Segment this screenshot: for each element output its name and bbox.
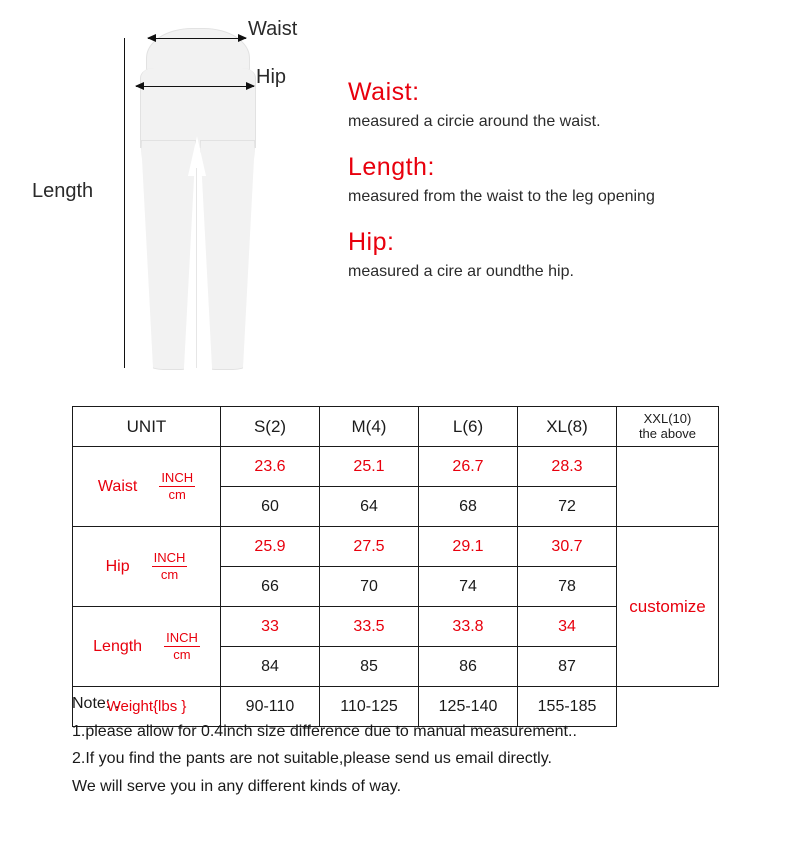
leggings-illustration xyxy=(110,10,330,370)
note-line-2: 2.If you find the pants are not suitable,please send us email directly. xyxy=(72,750,552,768)
cell-length-inch-m: 33.5 xyxy=(320,607,419,647)
definition-desc-waist: measured a circie around the waist. xyxy=(348,113,601,130)
cell-length-inch-xl: 34 xyxy=(518,607,617,647)
cell-hip-cm-m: 70 xyxy=(320,567,419,607)
waist-label: Waist xyxy=(248,18,298,40)
row-label-length xyxy=(73,607,221,687)
cell-hip-inch-l: 29.1 xyxy=(419,527,518,567)
cell-length-cm-m: 85 xyxy=(320,647,419,687)
right-leg-shape xyxy=(200,140,255,370)
illustration-block xyxy=(0,0,790,380)
header-size-m: M(4) xyxy=(320,407,419,447)
header-size-xl: XL(8) xyxy=(518,407,617,447)
definition-desc-hip: measured a cire ar oundthe hip. xyxy=(348,263,574,280)
cell-hip-cm-l: 74 xyxy=(419,567,518,607)
unit-cm-label: cm xyxy=(160,567,179,582)
cell-hip-cm-xl: 78 xyxy=(518,567,617,607)
size-chart-table xyxy=(72,406,719,727)
cell-waist-inch-l: 26.7 xyxy=(419,447,518,487)
unit-inch-label: INCH xyxy=(161,470,194,486)
cell-length-inch-s: 33 xyxy=(221,607,320,647)
cell-xxl-waist-blank xyxy=(617,447,719,527)
definition-term-waist: Waist: xyxy=(348,78,420,106)
cell-length-inch-l: 33.8 xyxy=(419,607,518,647)
cell-weight-xl: 155-185 xyxy=(518,687,617,727)
table-row xyxy=(73,527,719,567)
hip-measure-arrow xyxy=(136,86,254,87)
row-label-hip-text: Hip xyxy=(105,557,130,575)
unit-cm-label: cm xyxy=(173,647,191,662)
note-title: Note: . xyxy=(72,695,120,712)
definition-term-hip: Hip: xyxy=(348,228,395,256)
unit-stack-waist xyxy=(159,471,195,501)
cell-weight-s: 90-110 xyxy=(221,687,320,727)
header-size-s: S(2) xyxy=(221,407,320,447)
definitions-list xyxy=(348,78,768,303)
cell-length-cm-s: 84 xyxy=(221,647,320,687)
left-leg-shape xyxy=(141,140,196,370)
cell-length-cm-l: 86 xyxy=(419,647,518,687)
cell-waist-inch-m: 25.1 xyxy=(320,447,419,487)
cell-hip-inch-xl: 30.7 xyxy=(518,527,617,567)
table-header-row xyxy=(73,407,719,447)
unit-stack-hip xyxy=(152,551,188,581)
cell-waist-cm-m: 64 xyxy=(320,487,419,527)
center-seam xyxy=(196,168,197,368)
row-label-weight: Weight{lbs } xyxy=(73,687,221,727)
cell-weight-m: 110-125 xyxy=(320,687,419,727)
cell-waist-cm-l: 68 xyxy=(419,487,518,527)
unit-cm-label: cm xyxy=(168,487,186,502)
notes-block xyxy=(72,690,752,800)
unit-inch-label: INCH xyxy=(153,550,186,566)
definition-term-length: Length: xyxy=(348,153,435,181)
header-size-xxl-line1: XXL(10) xyxy=(643,410,692,426)
cell-waist-cm-s: 60 xyxy=(221,487,320,527)
note-line-3: We will serve you in any different kinds of way. xyxy=(72,777,402,795)
length-label: Length xyxy=(32,180,94,202)
length-measure-line xyxy=(124,38,125,368)
table-row xyxy=(73,447,719,487)
header-size-l: L(6) xyxy=(419,407,518,447)
header-size-xxl-line2: the above xyxy=(638,425,697,441)
unit-inch-label: INCH xyxy=(166,630,198,646)
unit-stack-length xyxy=(164,631,200,661)
definition-desc-length: measured from the waist to the leg opening xyxy=(348,188,655,205)
note-line-1: 1.please allow for 0.4inch size difference due to manual measurement.. xyxy=(72,722,577,740)
header-size-xxl xyxy=(617,407,719,447)
cell-hip-inch-s: 25.9 xyxy=(221,527,320,567)
cell-waist-cm-xl: 72 xyxy=(518,487,617,527)
cell-length-cm-xl: 87 xyxy=(518,647,617,687)
cell-hip-inch-m: 27.5 xyxy=(320,527,419,567)
row-label-waist-text: Waist xyxy=(97,477,138,495)
cell-weight-l: 125-140 xyxy=(419,687,518,727)
row-label-length-text: Length xyxy=(93,637,143,655)
cell-hip-cm-s: 66 xyxy=(221,567,320,607)
waist-measure-arrow xyxy=(148,38,246,39)
leggings-silhouette xyxy=(138,28,256,368)
header-unit: UNIT xyxy=(73,407,221,447)
row-label-waist xyxy=(73,447,221,527)
row-label-hip xyxy=(73,527,221,607)
hip-label: Hip xyxy=(256,66,287,88)
cell-xxl-customize: customize xyxy=(617,527,719,687)
cell-waist-inch-xl: 28.3 xyxy=(518,447,617,487)
cell-waist-inch-s: 23.6 xyxy=(221,447,320,487)
hip-shape xyxy=(140,68,256,148)
